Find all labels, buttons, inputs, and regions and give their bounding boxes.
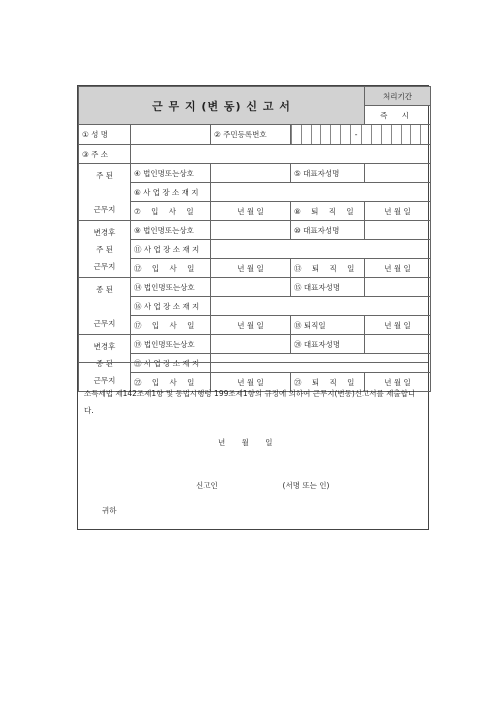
join-date-field[interactable]: 년 월 일 [211, 202, 291, 221]
declaration-date[interactable]: 년 월 일 [218, 438, 273, 447]
signature-line [196, 480, 329, 491]
ssn-field[interactable] [291, 125, 431, 145]
corp-name-field[interactable] [211, 164, 291, 183]
join-date-label: ⑫ 입 사 일 [131, 259, 211, 278]
section-changed-main-workplace: 변경후 주 된 근무지 [79, 221, 131, 278]
section-changed-sub-workplace: 변경후 종 된 근무지 [79, 335, 131, 392]
join-date-label: ⑰ 입 사 일 [131, 316, 211, 335]
leave-date-field[interactable]: 년 월 일 [365, 259, 431, 278]
join-date-label: ⑦ 입 사 일 [131, 202, 211, 221]
name-label: ① 성 명 [79, 125, 131, 145]
corp-name-field[interactable] [211, 335, 291, 354]
address-field[interactable] [131, 145, 431, 164]
leave-date-label: ⑬ 퇴 직 일 [291, 259, 365, 278]
rep-name-label: ⑤ 대표자성명 [291, 164, 365, 183]
leave-date-field[interactable]: 년 월 일 [365, 316, 431, 335]
join-date-field[interactable]: 년 월 일 [211, 316, 291, 335]
join-date-field[interactable]: 년 월 일 [211, 373, 291, 392]
recipient-label: 귀하 [102, 506, 117, 515]
corp-name-label: ⑨ 법인명또는상호 [131, 221, 211, 240]
corp-name-field[interactable] [211, 278, 291, 297]
ssn-boxes [291, 125, 430, 144]
corp-name-field[interactable] [211, 221, 291, 240]
business-address-label: ⑯ 사 업 장 소 재 지 [131, 297, 211, 316]
form-title: 근 무 지 (변 동) 신 고 서 [79, 87, 365, 125]
business-address-label: ㉑ 사 업 장 소 재 지 [131, 354, 211, 373]
section-sub-workplace: 종 된 근무지 [79, 278, 131, 335]
leave-date-label: ⑱ 퇴직일 [291, 316, 365, 335]
rep-name-label: ⑮ 대표자성명 [291, 278, 365, 297]
rep-name-label: ⑳ 대표자성명 [291, 335, 365, 354]
declaration-area [78, 362, 428, 529]
ssn-dash: - [350, 125, 362, 144]
leave-date-field[interactable]: 년 월 일 [365, 373, 431, 392]
join-date-field[interactable]: 년 월 일 [211, 259, 291, 278]
reporter-label: 신고인 [196, 481, 218, 490]
rep-name-field[interactable] [365, 221, 431, 240]
business-address-label: ⑥ 사 업 장 소 재 지 [131, 183, 211, 202]
corp-name-label: ④ 법인명또는상호 [131, 164, 211, 183]
corp-name-label: ⑲ 법인명또는상호 [131, 335, 211, 354]
report-form [77, 85, 429, 530]
leave-date-label: ㉓ 퇴 직 일 [291, 373, 365, 392]
business-address-label: ⑪ 사 업 장 소 재 지 [131, 240, 211, 259]
processing-period-label: 처리기간 [365, 87, 431, 106]
join-date-label: ㉒ 입 사 일 [131, 373, 211, 392]
rep-name-field[interactable] [365, 164, 431, 183]
rep-name-field[interactable] [365, 278, 431, 297]
leave-date-label: ⑧ 퇴 직 일 [291, 202, 365, 221]
section-main-workplace: 주 된 근무지 [79, 164, 131, 221]
business-address-field[interactable] [211, 240, 431, 259]
address-label: ③ 주 소 [79, 145, 131, 164]
signature-field[interactable]: (서명 또는 인) [282, 481, 330, 490]
leave-date-field[interactable]: 년 월 일 [365, 202, 431, 221]
corp-name-label: ⑭ 법인명또는상호 [131, 278, 211, 297]
name-field[interactable] [131, 125, 211, 145]
processing-period-value: 즉 시 [365, 106, 431, 125]
business-address-field[interactable] [211, 297, 431, 316]
business-address-field[interactable] [211, 183, 431, 202]
rep-name-label: ⑩ 대표자성명 [291, 221, 365, 240]
rep-name-field[interactable] [365, 335, 431, 354]
form-table [78, 86, 431, 392]
ssn-label: ② 주민등록번호 [211, 125, 291, 145]
declaration-text: 소득세법 제142조제1항 및 동법시행령 199조제1항의 규정에 의하여 근무지(변동)신고서를 제출합니다. [84, 389, 416, 415]
